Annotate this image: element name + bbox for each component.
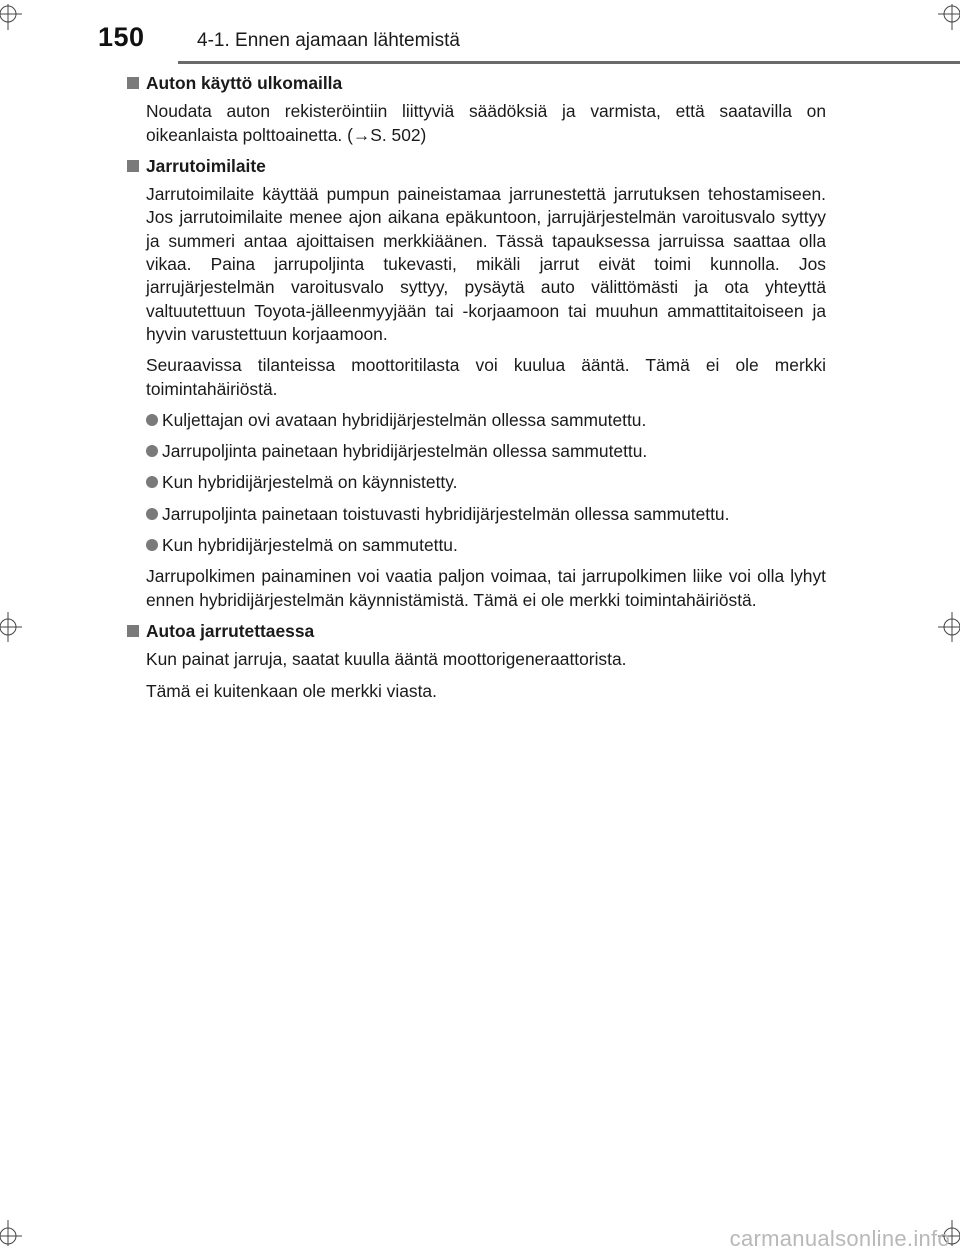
list-item-text: Kun hybridijärjestelmä on sammutettu. bbox=[162, 535, 458, 556]
dot-icon bbox=[146, 476, 158, 488]
section-heading bbox=[126, 620, 826, 643]
crop-mark-icon bbox=[0, 612, 30, 642]
list-item bbox=[146, 534, 826, 557]
section-heading bbox=[126, 72, 826, 95]
list-item-text: Kuljettajan ovi avataan hybridijärjestelmän ollessa sammutettu. bbox=[162, 409, 647, 430]
paragraph: Kun painat jarruja, saatat kuulla ääntä moottorigeneraattorista. bbox=[146, 649, 627, 670]
dot-icon bbox=[146, 539, 158, 551]
chapter-title: 4-1. Ennen ajamaan lähtemistä bbox=[197, 30, 460, 51]
page-number: 150 bbox=[98, 22, 145, 52]
paragraph: Jarrutoimilaite käyttää pumpun paineistamaa jarrunestettä jarrutuksen tehostamiseen. Jos jarrutoimilaite menee ajon aikana epäkuntoon, jarrujärjestelmän varoitusvalo syttyy ja summeri antaa ajoittaisen merkkiäänen. Tässä tapauksessa jarruissa saattaa olla vikaa. Paina jarrupoljinta tukevasti, mikäli jarrut eivät toimi kunnolla. Jos jarrujärjestelmän varoitusvalo syttyy, pysäytä auto välittömästi ja ota yhteyttä valtuutettuun Toyota-jälleenmyyjään tai -korjaamoon tai muuhun ammattitaitoiseen ja hyvin varustettuun korjaamoon. bbox=[146, 184, 826, 344]
crop-mark-icon bbox=[0, 0, 30, 30]
list-item bbox=[146, 471, 826, 494]
list-item bbox=[146, 440, 826, 463]
list-item-text: Jarrupoljinta painetaan toistuvasti hybridijärjestelmän ollessa sammutettu. bbox=[162, 503, 730, 524]
list-item bbox=[146, 409, 826, 432]
header-rule bbox=[178, 61, 960, 64]
square-icon bbox=[127, 625, 139, 637]
paragraph: Noudata auton rekisteröintiin liittyviä säädöksiä ja varmista, että saatavilla on oikeanlaista polttoainetta. (→S. 502) bbox=[146, 101, 826, 145]
section-heading-text: Autoa jarrutettaessa bbox=[146, 620, 315, 641]
paragraph: Jarrupolkimen painaminen voi vaatia paljon voimaa, tai jarrupolkimen liike voi olla lyhyt ennen hybridijärjestelmän käynnistämistä. Tämä ei ole merkki toimintahäiriöstä. bbox=[146, 566, 826, 610]
crop-mark-icon bbox=[930, 612, 960, 642]
square-icon bbox=[127, 160, 139, 172]
paragraph: Seuraavissa tilanteissa moottoritilasta voi kuulua ääntä. Tämä ei ole merkki toimintahäiriöstä. bbox=[146, 355, 826, 399]
paragraph: Tämä ei kuitenkaan ole merkki viasta. bbox=[146, 680, 437, 701]
section-heading-text: Auton käyttö ulkomailla bbox=[146, 73, 343, 93]
square-icon bbox=[127, 77, 139, 89]
dot-icon bbox=[146, 445, 158, 457]
list-item-text: Kun hybridijärjestelmä on käynnistetty. bbox=[162, 472, 458, 493]
list-item-text: Jarrupoljinta painetaan hybridijärjestelmän ollessa sammutettu. bbox=[162, 441, 648, 462]
section-heading-text: Jarrutoimilaite bbox=[146, 155, 266, 176]
page-content bbox=[126, 72, 826, 711]
dot-icon bbox=[146, 414, 158, 426]
crop-mark-icon bbox=[0, 1220, 30, 1250]
section-heading bbox=[126, 155, 826, 178]
dot-icon bbox=[146, 508, 158, 520]
crop-mark-icon bbox=[930, 0, 960, 30]
watermark: carmanualsonline.info bbox=[729, 1226, 950, 1251]
list-item bbox=[146, 503, 826, 526]
